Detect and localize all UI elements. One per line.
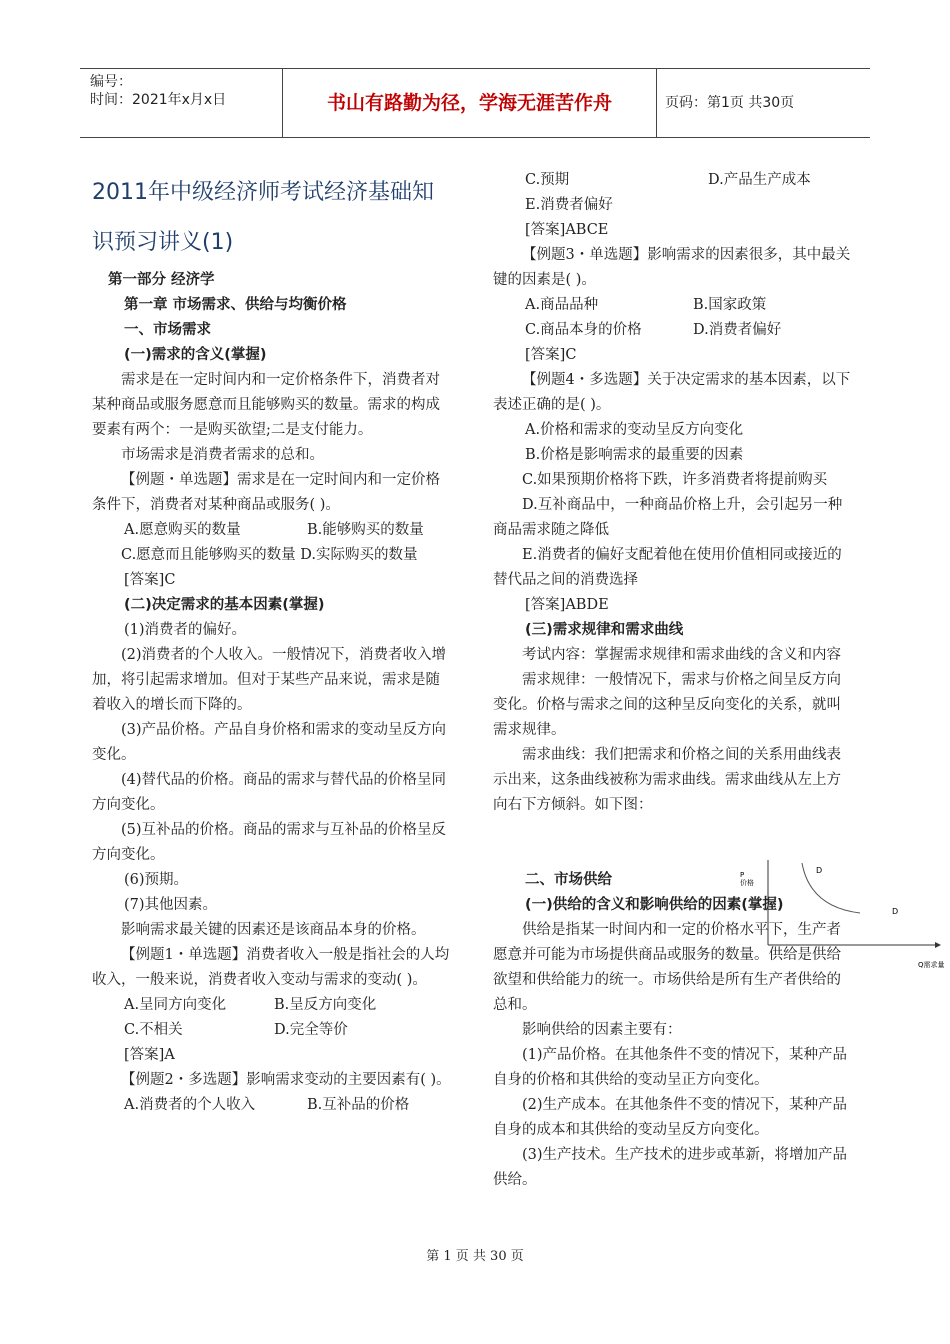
curve-label-bottom: D [892, 907, 899, 916]
options-row [493, 293, 855, 318]
option: E.消费者的偏好支配着他在使用价值相同或接近的替代品之间的消费选择 [493, 547, 842, 588]
time-label: 时间：2021年x月x日 [90, 92, 227, 108]
chapter-heading: 第一章 市场需求、供给与均衡价格 [124, 297, 347, 313]
paragraph: 需求是在一定时间内和一定价格条件下，消费者对某种商品或服务愿意而且能够购买的数量。需求的构成要素有两个：一是购买欲望;二是支付能力。 [92, 372, 440, 438]
paragraph: 供给是指某一时间内和一定的价格水平下，生产者愿意并可能为市场提供商品或服务的数量。供给是供给欲望和供给能力的统一。市场供给是所有生产者供给的总和。 [493, 922, 841, 1013]
factor-item: (1)消费者的偏好。 [124, 622, 247, 638]
factor-item: (6)预期。 [124, 872, 189, 888]
factor-item: (3)产品价格。产品自身价格和需求的变动呈反方向变化。 [92, 722, 447, 763]
paragraph: 需求规律：一般情况下，需求与价格之间呈反方向变化。价格与需求之间的这种呈反向变化的关系，就叫需求规律。 [493, 672, 841, 738]
option: D.完全等价 [274, 1022, 348, 1038]
paragraph: 影响供给的因素主要有： [522, 1022, 682, 1038]
page-footer: 第 1 页 共 30 页 [426, 1249, 524, 1264]
paragraph: 影响需求最关键的因素还是该商品本身的价格。 [121, 922, 426, 938]
option: B.国家政策 [693, 297, 767, 313]
answer: [答案]C [124, 572, 176, 588]
option: C.不相关 [124, 1022, 183, 1038]
option: C.愿意而且能够购买的数量 D.实际购买的数量 [121, 547, 418, 563]
option: C.如果预期价格将下跌，许多消费者将提前购买 [522, 472, 828, 488]
example-question: 【例题4・多选题】关于决定需求的基本因素，以下表述正确的是( )。 [493, 372, 851, 413]
header-meta [80, 69, 280, 137]
section-heading: 一、市场需求 [124, 322, 211, 338]
subsection-heading: (一)需求的含义(掌握) [124, 347, 267, 363]
options-row [493, 168, 855, 193]
option: C.预期 [525, 172, 570, 188]
option: B.价格是影响需求的最重要的因素 [525, 447, 744, 463]
answer: [答案]ABCE [525, 222, 609, 238]
paragraph: 考试内容：掌握需求规律和需求曲线的含义和内容 [522, 647, 841, 663]
part-heading: 第一部分 经济学 [108, 272, 215, 288]
factor-item: (2)消费者的个人收入。一般情况下，消费者收入增加，将引起需求增加。但对于某些产品来说，需求是随着收入的增长而下降的。 [92, 647, 447, 713]
option: A.消费者的个人收入 [124, 1097, 256, 1113]
subsection-heading: (二)决定需求的基本因素(掌握) [124, 597, 325, 613]
factor-item: (7)其他因素。 [124, 897, 218, 913]
q-axis-label: Q需求量 [918, 961, 945, 969]
answer: [答案]C [525, 347, 577, 363]
demand-curve [802, 863, 860, 913]
document-title: 2011年中级经济师考试经济基础知识预习讲义(1) [92, 180, 434, 255]
option: A.商品品种 [525, 297, 599, 313]
curve-label-top: D [816, 866, 823, 875]
option: E.消费者偏好 [525, 197, 613, 213]
options-row [493, 318, 855, 343]
paragraph: (1)产品价格。在其他条件不变的情况下，某种产品自身的价格和其供给的变动呈正方向变化。 [493, 1047, 848, 1088]
option: B.能够购买的数量 [307, 522, 424, 538]
number-label: 编号： [90, 74, 132, 90]
option: B.互补品的价格 [307, 1097, 410, 1113]
example-question: 【例题1・单选题】消费者收入一般是指社会的人均收入，一般来说，消费者收入变动与需求的变动( )。 [92, 947, 450, 988]
option: D.产品生产成本 [708, 172, 811, 188]
factor-item: (4)替代品的价格。商品的需求与替代品的价格呈同方向变化。 [92, 772, 447, 813]
options-row [92, 518, 454, 543]
answer: [答案]A [124, 1047, 175, 1063]
paragraph: 市场需求是消费者需求的总和。 [121, 447, 324, 463]
right-column [493, 168, 855, 1193]
option: A.愿意购买的数量 [124, 522, 241, 538]
example-question: 【例题3・单选题】影响需求的因素很多，其中最关键的因素是( )。 [493, 247, 851, 288]
option: B.呈反方向变化 [274, 997, 377, 1013]
option: C.商品本身的价格 [525, 322, 642, 338]
header-page-label: 页码：第1页 共30页 [665, 95, 795, 111]
x-axis-arrow [935, 942, 941, 948]
option: A.呈同方向变化 [124, 997, 227, 1013]
paragraph: (3)生产技术。生产技术的进步或革新，将增加产品供给。 [493, 1147, 848, 1188]
option: D.互补商品中，一种商品价格上升，会引起另一种商品需求随之降低 [493, 497, 843, 538]
p-axis-label: P [740, 871, 745, 879]
options-row [92, 1018, 454, 1043]
price-axis-label: 价格 [740, 879, 754, 887]
option: D.消费者偏好 [693, 322, 782, 338]
example-question: 【例题・单选题】需求是在一定时间内和一定价格条件下，消费者对某种商品或服务( )。 [92, 472, 440, 513]
options-row [92, 993, 454, 1018]
paragraph: 需求曲线：我们把需求和价格之间的关系用曲线表示出来，这条曲线被称为需求曲线。需求曲线从左上方向右下方倾斜。如下图： [493, 747, 841, 813]
example-question: 【例题2・多选题】影响需求变动的主要因素有( )。 [121, 1072, 451, 1088]
page-header [80, 68, 870, 138]
section-heading: 二、市场供给 [525, 872, 612, 888]
left-column [92, 168, 454, 1118]
subsection-heading: (三)需求规律和需求曲线 [525, 622, 684, 638]
option: A.价格和需求的变动呈反方向变化 [525, 422, 744, 438]
paragraph: (2)生产成本。在其他条件不变的情况下，某种产品自身的成本和其供给的变动呈反方向变化。 [493, 1097, 848, 1138]
subsection-heading: (一)供给的含义和影响供给的因素(掌握) [525, 897, 784, 913]
demand-curve-diagram [730, 855, 950, 975]
factor-item: (5)互补品的价格。商品的需求与互补品的价格呈反方向变化。 [92, 822, 447, 863]
header-motto: 书山有路勤为径，学海无涯苦作舟 [282, 69, 657, 137]
answer: [答案]ABDE [525, 597, 609, 613]
options-row [92, 1093, 454, 1118]
